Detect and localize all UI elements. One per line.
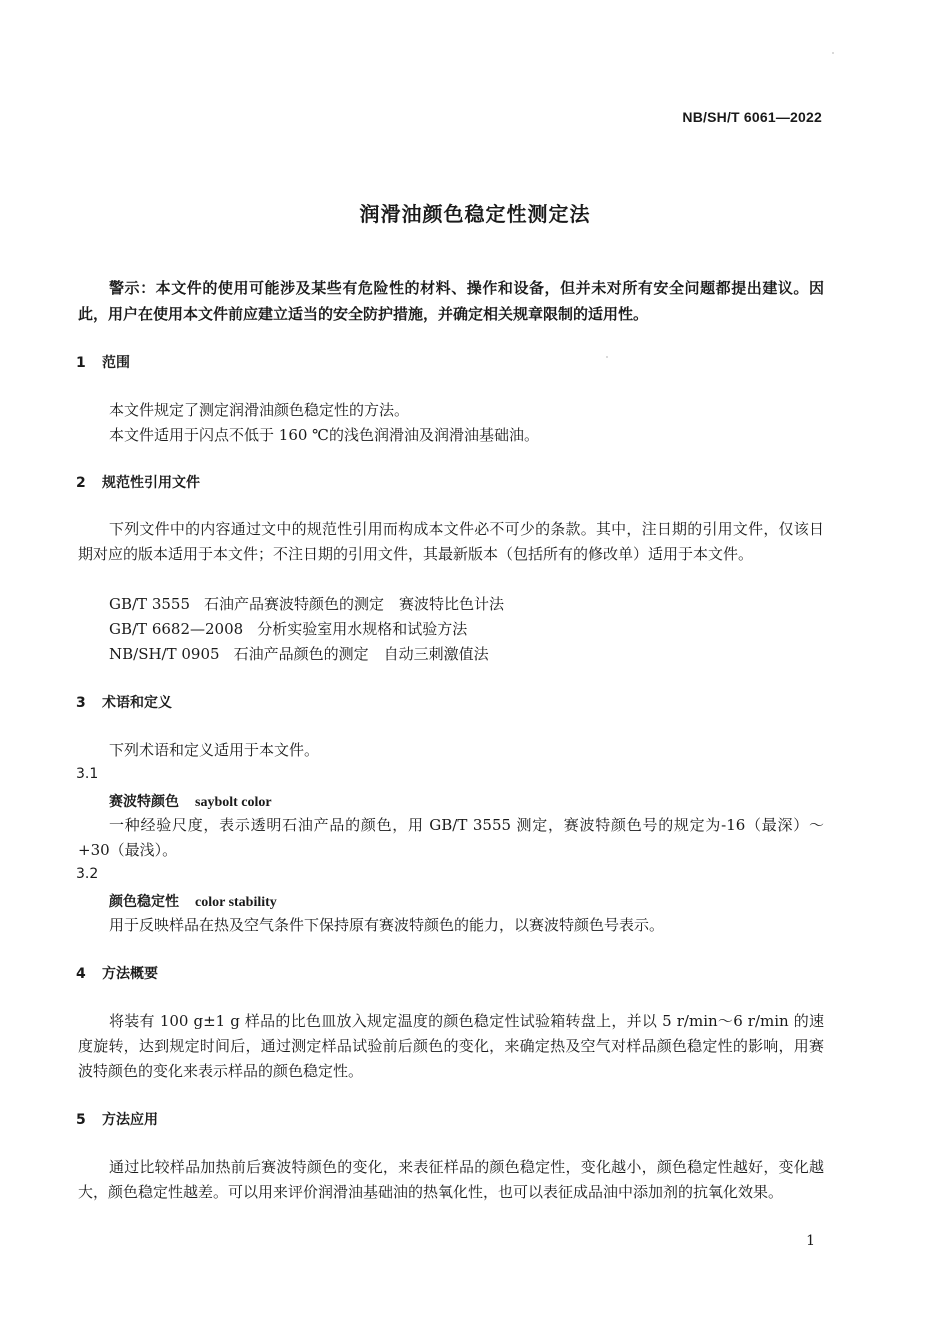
scan-speck (832, 52, 834, 54)
section-title: 范围 (102, 355, 130, 371)
term-english: saybolt color (195, 795, 272, 810)
term-english: color stability (195, 895, 277, 910)
term-chinese: 赛波特颜色 (109, 794, 179, 810)
term-entry (109, 791, 272, 811)
reference-name: 石油产品颜色的测定 自动三刺激值法 (233, 645, 489, 663)
term-definition: 一种经验尺度，表示透明石油产品的颜色，用 GB/T 3555 测定，赛波特颜色号的规定为-16（最深）～+30（最浅）。 (78, 816, 824, 859)
section-2-heading (76, 472, 200, 492)
reference-code: NB/SH/T 0905 (109, 645, 220, 663)
section-number: 1 (76, 355, 86, 371)
term-number: 3.2 (76, 866, 99, 882)
section-title: 方法应用 (102, 1112, 158, 1128)
reference-name: 分析实验室用水规格和试验方法 (257, 620, 468, 638)
section-number: 3 (76, 695, 86, 711)
section-number: 4 (76, 966, 86, 982)
reference-code: GB/T 3555 (109, 595, 191, 613)
reference-item (109, 618, 467, 639)
warning-text: 警示：本文件的使用可能涉及某些有危险性的材料、操作和设备，但并未对所有安全问题都提出建议。因此，用户在使用本文件前应建立适当的安全防护措施，并确定相关规章限制的适用性。 (78, 279, 824, 323)
document-title: 润滑油颜色稳定性测定法 (359, 202, 591, 226)
page-number: 1 (806, 1233, 815, 1249)
standard-number: NB/SH/T 6061—2022 (682, 109, 822, 125)
reference-name: 石油产品赛波特颜色的测定 赛波特比色计法 (204, 595, 505, 613)
reference-item (109, 643, 489, 664)
section-title: 术语和定义 (102, 695, 172, 711)
references-intro: 下列文件中的内容通过文中的规范性引用而构成本文件必不可少的条款。其中，注日期的引用文件，仅该日期对应的版本适用于本文件；不注日期的引用文件，其最新版本（包括所有的修改单）适用于本文件。 (78, 520, 824, 563)
term-number: 3.1 (76, 766, 99, 782)
term-definition: 用于反映样品在热及空气条件下保持原有赛波特颜色的能力，以赛波特颜色号表示。 (109, 916, 665, 934)
reference-item (109, 593, 504, 614)
section-title: 方法概要 (102, 966, 158, 982)
reference-code: GB/T 6682—2008 (109, 620, 244, 638)
section-1-heading (76, 352, 130, 372)
term-chinese: 颜色稳定性 (109, 894, 179, 910)
scope-paragraph-2: 本文件适用于闪点不低于 160 ℃的浅色润滑油及润滑油基础油。 (109, 426, 539, 444)
scan-speck (606, 356, 608, 358)
section-5-heading (76, 1109, 158, 1129)
section-number: 5 (76, 1112, 86, 1128)
section-title: 规范性引用文件 (102, 475, 200, 491)
scope-paragraph-1: 本文件规定了测定润滑油颜色稳定性的方法。 (109, 401, 410, 419)
section-4-heading (76, 963, 158, 983)
method-application-paragraph: 通过比较样品加热前后赛波特颜色的变化，来表征样品的颜色稳定性，变化越小，颜色稳定性越好，变化越大，颜色稳定性越差。可以用来评价润滑油基础油的热氧化性，也可以表征成品油中添加剂的抗氧化效果。 (78, 1158, 824, 1201)
terms-intro: 下列术语和定义适用于本文件。 (109, 741, 320, 759)
section-3-heading (76, 692, 172, 712)
section-number: 2 (76, 475, 86, 491)
method-summary-paragraph: 将装有 100 g±1 g 样品的比色皿放入规定温度的颜色稳定性试验箱转盘上，并以 5 r/min～6 r/min 的速度旋转，达到规定时间后，通过测定样品试验前后颜色的变化，来确定热及空气对样品颜色稳定性的影响，用赛波特颜色的变化来表示样品的颜色稳定性。 (78, 1012, 824, 1080)
term-entry (109, 891, 277, 911)
